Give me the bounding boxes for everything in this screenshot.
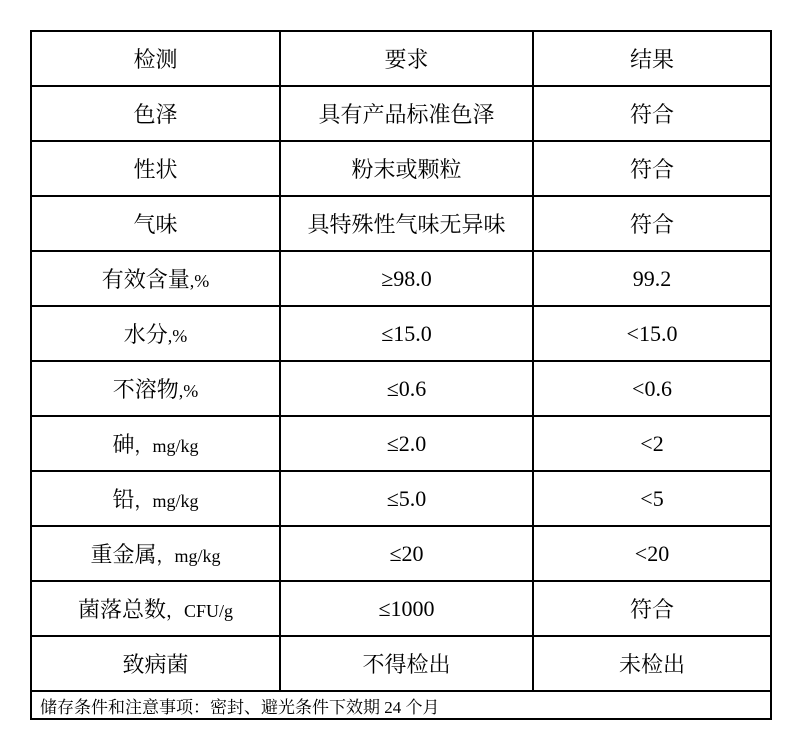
result-cell: 符合 [533,581,771,636]
header-row [31,31,771,86]
requirement-cell: ≤5.0 [280,471,533,526]
item-name: 铅 [112,487,135,512]
result-cell: 未检出 [533,636,771,691]
item-cell [31,416,280,471]
item-unit: ,% [178,381,199,401]
table-row [31,196,771,251]
requirement-cell: 不得检出 [280,636,533,691]
result-cell: 符合 [533,86,771,141]
item-cell [31,636,280,691]
column-header-result: 结果 [533,31,771,86]
item-name: 菌落总数 [77,597,166,622]
result-cell: <0.6 [533,361,771,416]
inspection-table [30,30,772,720]
item-name: 重金属 [90,542,157,567]
requirement-cell: ≤1000 [280,581,533,636]
item-name: 不溶物 [112,377,179,402]
item-name: 砷 [112,432,135,457]
item-cell [31,526,280,581]
item-name: 有效含量 [101,267,190,292]
item-cell [31,251,280,306]
item-unit: ,% [189,271,210,291]
item-unit: ,% [167,326,188,346]
requirement-cell: ≤0.6 [280,361,533,416]
requirement-cell: ≤20 [280,526,533,581]
table-row [31,306,771,361]
requirement-cell: ≥98.0 [280,251,533,306]
item-cell [31,141,280,196]
item-cell [31,86,280,141]
result-cell: <2 [533,416,771,471]
result-cell: <5 [533,471,771,526]
item-unit: ，mg/kg [134,491,199,511]
requirement-cell: ≤2.0 [280,416,533,471]
requirement-cell: 具有产品标准色泽 [280,86,533,141]
table-row [31,526,771,581]
table-body [31,86,771,691]
table-row [31,251,771,306]
column-header-requirement: 要求 [280,31,533,86]
table-row [31,636,771,691]
table-row [31,86,771,141]
footer-row [31,691,771,719]
item-unit: ，mg/kg [156,546,221,566]
item-name: 性状 [133,157,178,182]
item-cell [31,581,280,636]
result-cell: <20 [533,526,771,581]
table-row [31,416,771,471]
requirement-cell: ≤15.0 [280,306,533,361]
requirement-cell: 具特殊性气味无异味 [280,196,533,251]
item-name: 致病菌 [122,652,189,677]
result-cell: 符合 [533,141,771,196]
storage-note: 储存条件和注意事项：密封、避光条件下效期 24 个月 [31,691,771,719]
table-row [31,471,771,526]
item-cell [31,306,280,361]
result-cell: <15.0 [533,306,771,361]
item-unit: ，mg/kg [134,436,199,456]
result-cell: 99.2 [533,251,771,306]
table-row [31,141,771,196]
item-cell [31,361,280,416]
requirement-cell: 粉末或颗粒 [280,141,533,196]
item-cell [31,196,280,251]
item-name: 色泽 [133,102,178,127]
item-name: 水分 [123,322,168,347]
table-row [31,581,771,636]
column-header-test: 检测 [31,31,280,86]
table-row [31,361,771,416]
result-cell: 符合 [533,196,771,251]
item-name: 气味 [133,212,178,237]
item-unit: ，CFU/g [165,601,234,621]
item-cell [31,471,280,526]
